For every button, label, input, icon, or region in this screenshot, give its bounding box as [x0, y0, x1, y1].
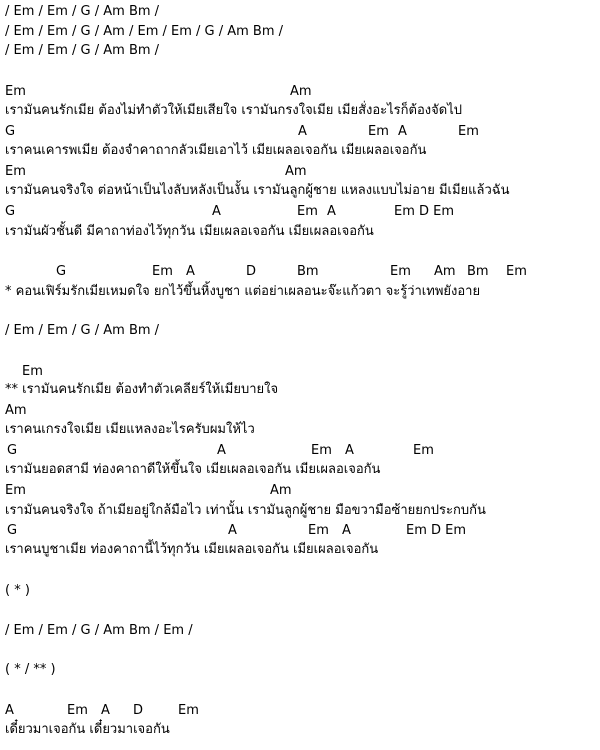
lyric-line: เรามันคนรักเมีย ต้องไม่ทำตัวให้เมียเสียใจ เรามันกรงใจเมีย เมียสั่งอะไรก็ต้องจัดไป: [5, 103, 462, 118]
intro-line-2: / Em / Em / G / Am / Em / Em / G / Am Bm /: [5, 24, 284, 39]
chord: G: [5, 124, 16, 139]
chord: A: [212, 204, 221, 219]
chord: A: [342, 523, 351, 538]
chord: Em: [5, 483, 26, 498]
chord: Em: [5, 84, 26, 99]
chord: Em: [178, 703, 199, 718]
chord: A: [298, 124, 307, 139]
lyric-line: เราคนเคารพเมีย ต้องจำคาถากลัวเมียเอาไว้ เมียเผลอเจอกัน เมียเผลอเจอกัน: [5, 143, 427, 158]
repeat-marker: ( * / ** ): [5, 662, 56, 677]
chord: G: [7, 523, 18, 538]
chord: A: [217, 443, 226, 458]
chord: Am: [290, 84, 312, 99]
chord: Em: [368, 124, 389, 139]
chord: Em: [297, 204, 318, 219]
chord: Am: [5, 403, 27, 418]
intro-line-3: / Em / Em / G / Am Bm /: [5, 43, 160, 58]
chord: G: [5, 204, 16, 219]
chord: D: [133, 703, 144, 718]
lyric-line: เรามันคนจริงใจ ถ้าเมียอยู่ใกล้มือไว เท่านั้น เรามันลูกผู้ชาย มือขวามือซ้ายยกประกบกัน: [5, 503, 486, 518]
chord: G: [7, 443, 18, 458]
chord: Em: [506, 264, 527, 279]
lyric-line: * คอนเฟิร์มรักเมียเหมดใจ ยกไว้ขึ้นหิ้งบูชา แต่อย่าเผลอนะจ๊ะแก้วตา จะรู้ว่าเทพยังอาย: [5, 284, 481, 299]
chord: G: [56, 264, 67, 279]
lyric-line: ** เรามันคนรักเมีย ต้องทำตัวเคลียร์ให้เมียบายใจ: [5, 382, 279, 397]
chord: Em: [22, 364, 43, 379]
lyric-line: เราคนบูชาเมีย ท่องคาถานี้ไว้ทุกวัน เมียเผลอเจอกัน เมียเผลอเจอกัน: [5, 542, 379, 557]
chord: Em: [458, 124, 479, 139]
chord: Bm: [297, 264, 319, 279]
chord: Em: [413, 443, 434, 458]
chord: Em: [152, 264, 173, 279]
interlude-line: / Em / Em / G / Am Bm /: [5, 323, 160, 338]
lyric-line: เราคนเกรงใจเมีย เมียแหลงอะไรครับผมให้ไว: [5, 422, 255, 437]
chord: Em: [5, 164, 26, 179]
chord: Am: [434, 264, 456, 279]
chord: Am: [285, 164, 307, 179]
repeat-marker: ( * ): [5, 583, 30, 598]
chord: A: [228, 523, 237, 538]
chord: Bm: [467, 264, 489, 279]
progression-line: / Em / Em / G / Am Bm / Em /: [5, 623, 193, 638]
lyric-line: เรามันผัวชั้นดี มีคาถาท่องไว้ทุกวัน เมียเผลอเจอกัน เมียเผลอเจอกัน: [5, 224, 374, 239]
chord: Em D Em: [406, 523, 467, 538]
chord: A: [398, 124, 407, 139]
lyric-line: เรามันคนจริงใจ ต่อหน้าเป็นไงลับหลังเป็นงั้น เรามันลูกผู้ชาย แหลงแบบไม่อาย มีเมียแล้วฉัน: [5, 183, 510, 198]
lyric-line: เรามันยอดสามี ท่องคาถาดีให้ขึ้นใจ เมียเผลอเจอกัน เมียเผลอเจอกัน: [5, 462, 381, 477]
chord: Em: [308, 523, 329, 538]
chord: Em: [311, 443, 332, 458]
chord: A: [345, 443, 354, 458]
chord: A: [186, 264, 195, 279]
chord: Am: [270, 483, 292, 498]
chord: Em D Em: [394, 204, 455, 219]
chord: A: [5, 703, 14, 718]
chord: Em: [390, 264, 411, 279]
chord: D: [246, 264, 257, 279]
chord: A: [327, 204, 336, 219]
lyric-line: เดี๋ยวมาเจอกัน เดี๋ยวมาเจอกัน: [5, 722, 170, 737]
chord: A: [101, 703, 110, 718]
intro-line-1: / Em / Em / G / Am Bm /: [5, 4, 160, 19]
chord: Em: [67, 703, 88, 718]
